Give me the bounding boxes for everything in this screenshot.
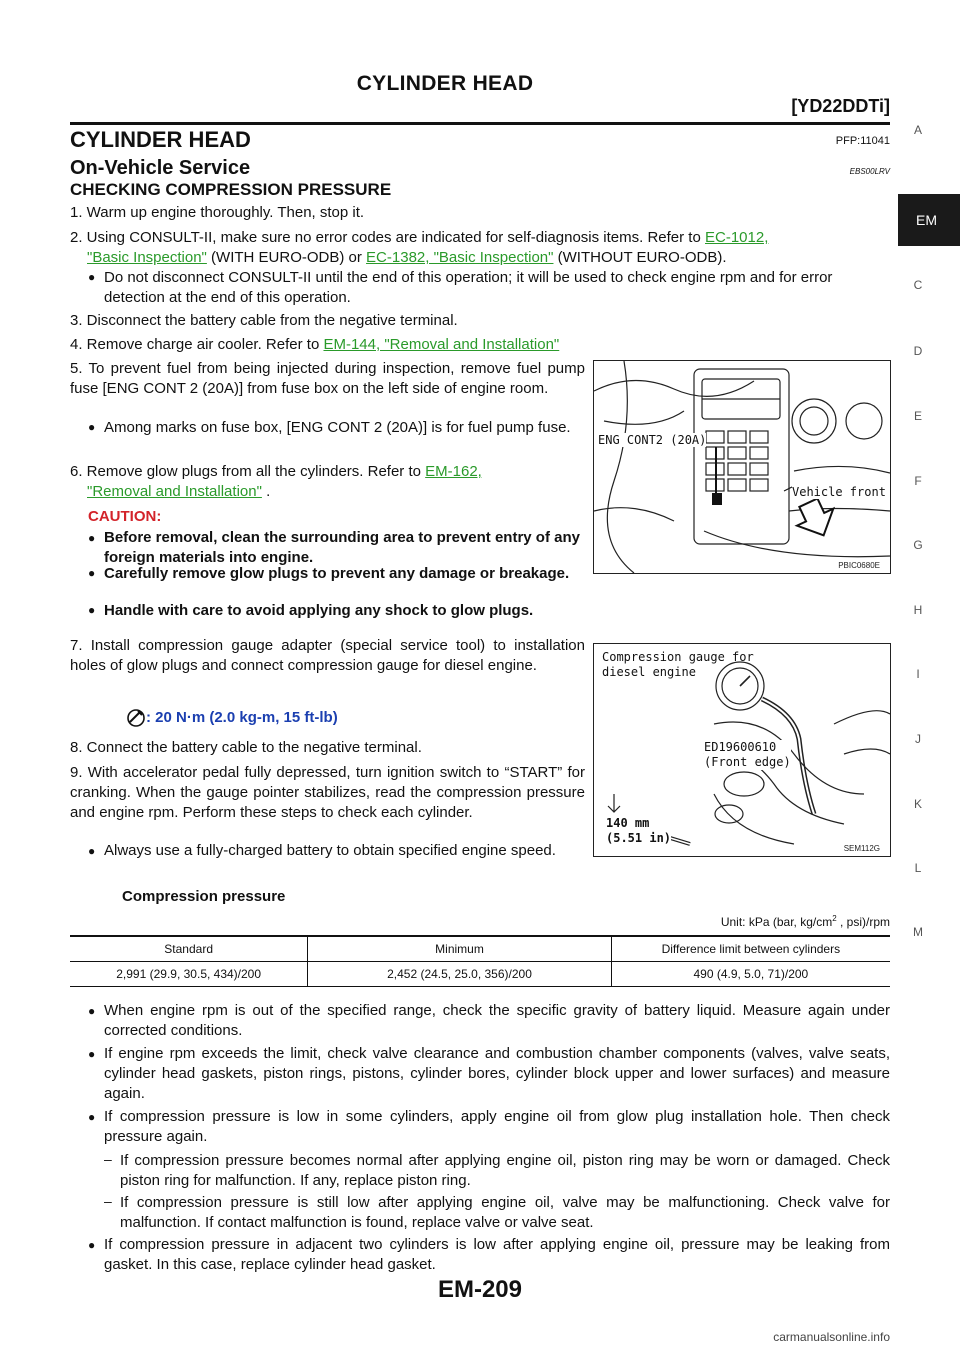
- table-cell: 490 (4.9, 5.0, 71)/200: [611, 962, 890, 987]
- procedure-heading: CHECKING COMPRESSION PRESSURE: [70, 180, 392, 199]
- compression-table: [70, 935, 890, 987]
- sidebar-item-k[interactable]: K: [913, 797, 922, 811]
- step-2-text-c: (WITHOUT EURO-ODB).: [553, 249, 727, 266]
- caution-3: Handle with care to avoid applying any shock to glow plugs.: [104, 602, 534, 619]
- link-em-144[interactable]: EM-144, "Removal and Installation": [323, 336, 560, 353]
- fuse-box-illustration: [594, 361, 890, 573]
- unit-text: Unit: kPa (bar, kg/cm: [720, 915, 833, 929]
- step-9: 9. With accelerator pedal fully depressed, turn ignition switch to “START” for cranking. When the gauge pointer stabilizes, read the compression pressure and engine rpm. Perform these steps to check each cylinder.: [70, 764, 585, 821]
- step-2: [70, 228, 890, 268]
- bullet-icon: ●: [88, 1004, 96, 1018]
- bullet-icon: ●: [88, 270, 96, 284]
- step-2-bullet: Do not disconnect CONSULT-II until the end of this operation; it will be used to check engine rpm and for error detection at the end of this operation.: [104, 269, 833, 306]
- step-1: 1. Warm up engine thoroughly. Then, stop it.: [70, 204, 365, 221]
- note-3-sub-1: If compression pressure becomes normal after applying engine oil, piston ring may be worn or damaged. Check piston ring for malfunction. If any, replace piston ring.: [120, 1152, 890, 1189]
- bullet-icon: ●: [88, 1047, 96, 1061]
- figure-2-label-line2: diesel engine: [602, 665, 696, 679]
- header-rule: [70, 122, 890, 125]
- compression-unit: [721, 914, 890, 929]
- figure-1-label-eng-cont: ENG CONT2 (20A): [598, 433, 707, 447]
- step-6-text: 6. Remove glow plugs from all the cylinders. Refer to: [70, 463, 426, 480]
- figure-2-label-line1: Compression gauge for: [602, 650, 754, 664]
- bullet-icon: ●: [88, 1110, 96, 1124]
- compression-gauge-figure: [593, 643, 891, 857]
- torque-spec: : 20 N·m (2.0 kg-m, 15 ft-lb): [146, 709, 338, 726]
- table-cell: 2,452 (24.5, 25.0, 356)/200: [308, 962, 611, 987]
- bullet-icon: ●: [88, 566, 96, 580]
- unit-superscript: 2: [832, 914, 837, 923]
- sidebar-item-m[interactable]: M: [913, 925, 923, 939]
- step-9-bullet: Always use a fully-charged battery to obtain specified engine speed.: [104, 842, 556, 859]
- figure-2-label-line4: (Front edge): [704, 755, 791, 769]
- subsection-code: EBS00LRV: [849, 167, 890, 176]
- step-3: 3. Disconnect the battery cable from the negative terminal.: [70, 312, 458, 329]
- step-2-text-b: (WITH EURO-ODB) or: [206, 249, 367, 266]
- note-4: If compression pressure in adjacent two cylinders is low after applying engine oil, pressure may be leaking from gasket. In this case, replace cylinder head gasket.: [104, 1236, 890, 1273]
- sidebar-item-d[interactable]: D: [913, 344, 923, 358]
- bullet-icon: ●: [88, 1238, 96, 1252]
- table-row: [70, 962, 890, 987]
- link-basic-inspection[interactable]: "Basic Inspection": [87, 249, 207, 266]
- link-em-162[interactable]: EM-162,: [425, 463, 482, 480]
- dash-icon: –: [104, 1151, 112, 1167]
- link-ec-1012[interactable]: EC-1012,: [705, 229, 769, 246]
- page-header-title: CYLINDER HEAD: [356, 72, 534, 95]
- link-removal-installation[interactable]: "Removal and Installation": [87, 483, 262, 500]
- note-3-sub-2: If compression pressure is still low after applying engine oil, valve may be malfunctioning. Check valve for malfunction. If contact malfunction is found, replace valve or valve seat.: [120, 1194, 890, 1231]
- sidebar-item-a[interactable]: A: [913, 123, 922, 137]
- note-3: If compression pressure is low in some cylinders, apply engine oil from glow plug installation hole. Then check pressure again.: [104, 1108, 890, 1145]
- step-6-text-b: .: [261, 483, 271, 500]
- step-5-bullet: Among marks on fuse box, [ENG CONT 2 (20A)] is for fuel pump fuse.: [104, 419, 571, 436]
- sidebar-item-h[interactable]: H: [913, 603, 923, 617]
- bullet-icon: ●: [88, 603, 96, 617]
- dash-icon: –: [104, 1193, 112, 1209]
- step-7: 7. Install compression gauge adapter (special service tool) to installation holes of glow plugs and connect compression gauge for diesel engine.: [70, 637, 585, 674]
- engine-code: [YD22DDTi]: [791, 96, 890, 116]
- compression-title: Compression pressure: [122, 888, 286, 905]
- link-ec-1382[interactable]: EC-1382, "Basic Inspection": [366, 249, 554, 266]
- figure-1-label-vehicle-front: Vehicle front: [792, 485, 886, 499]
- subsection-title: On-Vehicle Service: [70, 157, 251, 179]
- figure-2-label-line5: 140 mm: [606, 816, 650, 830]
- step-2-text: 2. Using CONSULT-II, make sure no error codes are indicated for self-diagnosis items. Refer to: [70, 229, 701, 246]
- fuse-box-figure: [593, 360, 891, 574]
- section-title: CYLINDER HEAD: [70, 127, 251, 152]
- table-header-row: [70, 936, 890, 962]
- step-4-text: 4. Remove charge air cooler. Refer to: [70, 336, 324, 353]
- figure-2-label-line6: (5.51 in): [606, 831, 672, 845]
- sidebar-item-f[interactable]: F: [914, 474, 922, 488]
- sidebar-item-c[interactable]: C: [913, 278, 923, 292]
- watermark[interactable]: carmanualsonline.info: [773, 1330, 890, 1344]
- sidebar-item-i[interactable]: I: [916, 667, 920, 681]
- bullet-icon: ●: [88, 420, 96, 434]
- caution-label: CAUTION:: [88, 508, 162, 525]
- figure-2-label-gauge: [602, 650, 754, 680]
- table-header: Standard: [70, 936, 308, 962]
- step-8: 8. Connect the battery cable to the negative terminal.: [70, 739, 422, 756]
- sidebar-item-g[interactable]: G: [913, 538, 923, 552]
- sidebar-item-j[interactable]: J: [915, 732, 921, 746]
- step-4: [70, 335, 890, 355]
- note-2: If engine rpm exceeds the limit, check valve clearance and combustion chamber components (valves, valve seats, cylinder head gaskets, piston rings, pistons, cylinder bores, cylinder block upper and lower surfaces) and measure again.: [104, 1045, 890, 1102]
- table-header: Difference limit between cylinders: [611, 936, 890, 962]
- caution-1: Before removal, clean the surrounding area to prevent entry of any foreign materials into engine.: [104, 529, 580, 566]
- section-code: PFP:11041: [835, 135, 890, 147]
- step-6: [70, 462, 585, 502]
- step-5: 5. To prevent fuel from being injected during inspection, remove fuel pump fuse [ENG CONT 2 (20A)] from fuse box on the left side of engine room.: [70, 360, 585, 397]
- sidebar-item-e[interactable]: E: [913, 409, 922, 423]
- figure-1-code: PBIC0680E: [838, 561, 880, 570]
- torque-wrench-icon: [126, 708, 146, 728]
- figure-2-label-adapter: [704, 740, 791, 770]
- figure-2-label-length: [606, 816, 671, 846]
- page-number: EM-209: [437, 1276, 523, 1303]
- table-header: Minimum: [308, 936, 611, 962]
- bullet-icon: ●: [88, 844, 96, 858]
- bullet-icon: ●: [88, 531, 96, 545]
- caution-2: Carefully remove glow plugs to prevent any damage or breakage.: [104, 565, 570, 582]
- table-cell: 2,991 (29.9, 30.5, 434)/200: [70, 962, 308, 987]
- sidebar-item-l[interactable]: L: [914, 861, 922, 875]
- figure-2-code: SEM112G: [843, 844, 880, 853]
- note-1: When engine rpm is out of the specified range, check the specific gravity of battery liquid. Measure again under corrected conditions.: [104, 1002, 890, 1039]
- unit-text-b: , psi)/rpm: [836, 915, 890, 929]
- sidebar-item-em[interactable]: EM: [898, 194, 960, 246]
- figure-2-label-line3: ED19600610: [704, 740, 777, 754]
